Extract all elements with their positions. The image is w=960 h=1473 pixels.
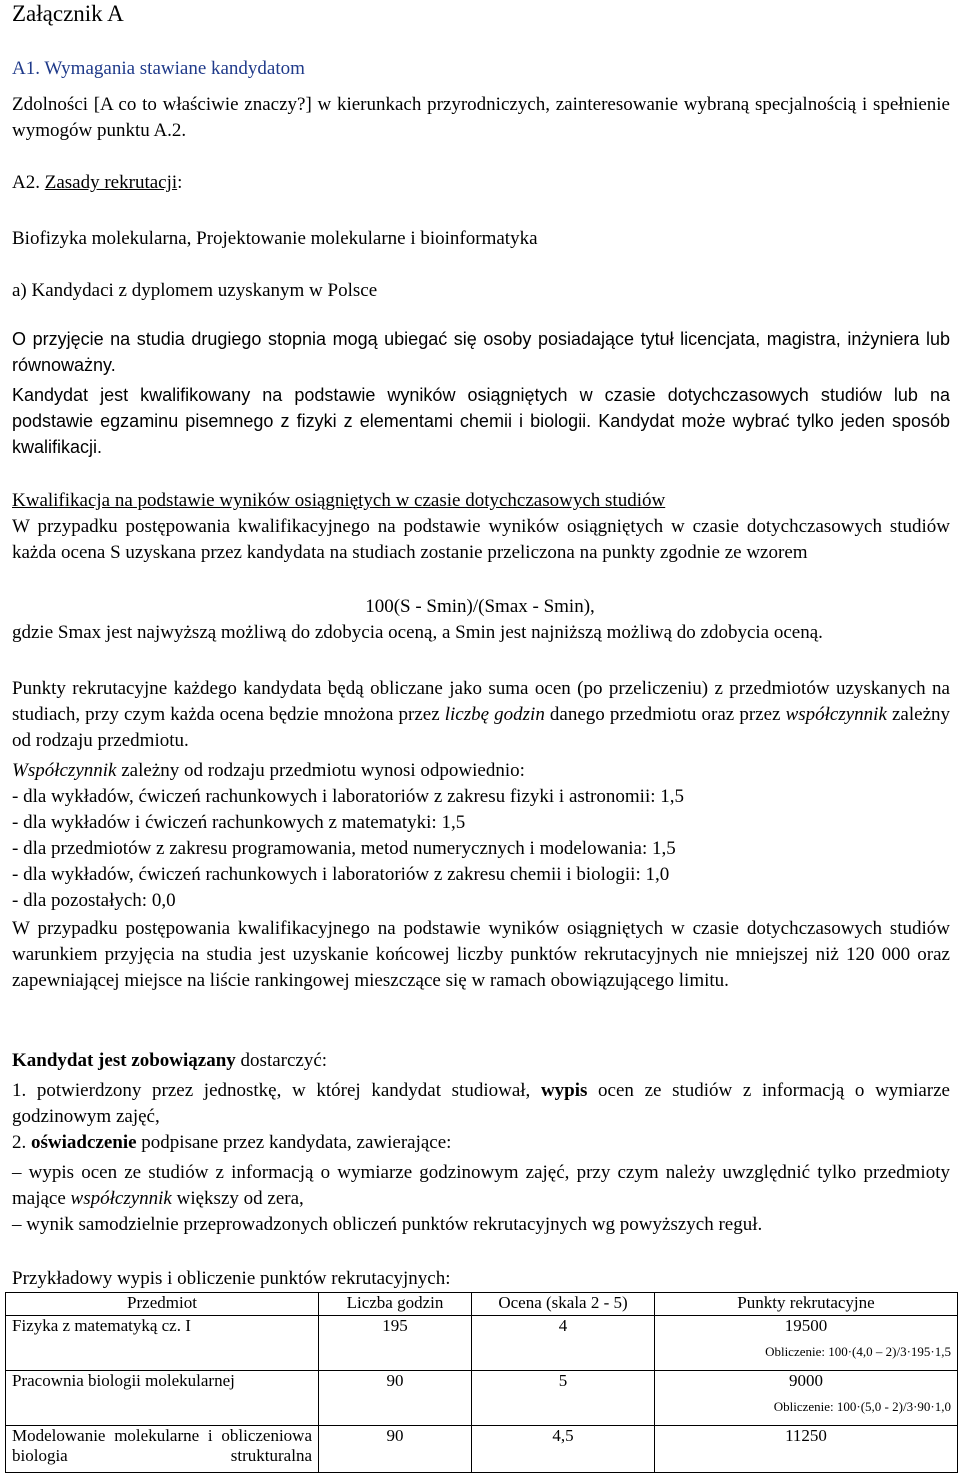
obligation-dash-1-em: współczynnik	[70, 1188, 172, 1209]
obligation-dash-2: – wynik samodzielnie przeprowadzonych obliczeń punktów rekrutacyjnych wg powyższych reguł.	[12, 1214, 763, 1235]
header-subject: Przedmiot	[6, 1293, 319, 1316]
points-text-2: danego przedmiotu oraz przez	[544, 704, 786, 725]
cell-subject: Pracownia biologii molekularnej	[6, 1371, 319, 1426]
points-paragraph	[12, 676, 950, 754]
obligation-dash-1	[12, 1160, 950, 1212]
cell-grade: 4,5	[472, 1426, 655, 1473]
section-a2-colon: :	[177, 172, 183, 193]
obligation-dash-1-text-b: większy od zera,	[171, 1188, 304, 1209]
score-formula: 100(S - Smin)/(Smax - Smin),	[365, 596, 595, 617]
header-hours: Liczba godzin	[319, 1293, 472, 1316]
points-text-coefficient: współczynnik	[785, 704, 887, 725]
qualification-method-paragraph: Kandydat jest kwalifikowany na podstawie wyników osiągniętych w czasie dotychczasowych studiów lub na podstawie egzaminu pisemnego z fizyki z elementami chemii i biologii. Kandydat może wybrać tylko jeden sposób kwalifikacji.	[12, 385, 950, 457]
cell-hours: 90	[319, 1426, 472, 1473]
qualification-paragraph: W przypadku postępowania kwalifikacyjnego na podstawie wyników osiągniętych w czasie dotychczasowych studiów każda ocena S uzyskana przez kandydata na studiach zostanie przeliczona na punkty zgodnie ze wzorem	[12, 516, 950, 563]
obligation-2-text-b: podpisane przez kandydata, zawierające:	[136, 1132, 452, 1153]
cell-grade: 5	[472, 1371, 655, 1426]
obligations-lead	[12, 1048, 950, 1074]
cell-subject: Fizyka z matematyką cz. I	[6, 1316, 319, 1371]
points-calculation: Obliczenie: 100·(4,0 – 2)/3·195·1,5	[765, 1344, 951, 1359]
coefficient-list	[12, 784, 950, 914]
obligation-dash-1-text-a: – wypis ocen ze studiów z informacją o wymiarze godzinowym zajęć, przy czym należy uwzględnić tylko przedmioty mające	[12, 1162, 950, 1209]
obligation-1-text-b: ocen ze studiów z informacją o wymiarze godzinowym zajęć,	[12, 1080, 950, 1127]
example-table	[5, 1292, 958, 1473]
cell-subject: Modelowanie molekularne i obliczeniowa biologia strukturalna	[6, 1426, 319, 1473]
cell-grade: 4	[472, 1316, 655, 1371]
obligations-lead-bold: Kandydat jest zobowiązany	[12, 1050, 236, 1071]
obligation-1-bold: wypis	[540, 1080, 588, 1101]
formula-explanation: gdzie Smax jest najwyższą możliwą do zdobycia oceną, a Smin jest najniższą możliwą do zdobycia oceną.	[12, 622, 823, 643]
points-value: 9000	[789, 1371, 823, 1390]
coefficient-term: Współczynnik	[12, 760, 117, 781]
cell-points	[655, 1371, 958, 1426]
obligation-item-2	[12, 1130, 950, 1156]
points-value: 19500	[784, 1316, 828, 1335]
qualification-heading: Kwalifikacja na podstawie wyników osiągniętych w czasie dotychczasowych studiów	[12, 490, 666, 511]
admission-paragraph: O przyjęcie na studia drugiego stopnia mogą ubiegać się osoby posiadające tytuł licencjata, magistra, inżyniera lub równoważny.	[12, 329, 950, 375]
points-text-hours: liczbę godzin	[444, 704, 545, 725]
coefficient-intro	[12, 758, 950, 784]
obligation-1-text-a: 1. potwierdzony przez jednostkę, w której kandydat studiował,	[12, 1080, 541, 1101]
cell-hours: 90	[319, 1371, 472, 1426]
cell-points: 11250	[655, 1426, 958, 1473]
section-a1-heading: A1. Wymagania stawiane kandydatom	[12, 58, 305, 79]
cell-points	[655, 1316, 958, 1371]
example-heading: Przykładowy wypis i obliczenie punktów rekrutacyjnych:	[12, 1268, 451, 1289]
coefficient-item: - dla wykładów, ćwiczeń rachunkowych i laboratoriów z zakresu fizyki i astronomii: 1,5	[12, 786, 684, 807]
page-title: Załącznik A	[12, 1, 124, 26]
section-a2-heading	[12, 170, 950, 196]
section-a1-text: Zdolności [A co to właściwie znaczy?] w kierunkach przyrodniczych, zainteresowanie wybraną specjalnością i spełnienie wymogów punktu A.2.	[12, 94, 950, 141]
obligation-item-1	[12, 1078, 950, 1130]
header-points: Punkty rekrutacyjne	[655, 1293, 958, 1316]
coefficient-item: - dla wykładów i ćwiczeń rachunkowych z matematyki: 1,5	[12, 812, 466, 833]
table-row	[6, 1371, 958, 1426]
table-row	[6, 1316, 958, 1371]
programs-line: Biofizyka molekularna, Projektowanie molekularne i bioinformatyka	[12, 228, 538, 249]
candidates-subheading: a) Kandydaci z dyplomem uzyskanym w Polsce	[12, 280, 378, 301]
coefficient-item: - dla przedmiotów z zakresu programowania, metod numerycznych i modelowania: 1,5	[12, 838, 676, 859]
obligations-lead-text: dostarczyć:	[235, 1050, 328, 1071]
header-grade: Ocena (skala 2 - 5)	[472, 1293, 655, 1316]
coefficient-item: - dla pozostałych: 0,0	[12, 890, 176, 911]
table-header-row	[6, 1293, 958, 1316]
points-text-3: zależny od rodzaju przedmiotu.	[12, 704, 951, 751]
section-a2-number: A2.	[12, 172, 40, 193]
obligation-2-bold: oświadczenie	[31, 1132, 137, 1153]
table-row	[6, 1426, 958, 1473]
cell-hours: 195	[319, 1316, 472, 1371]
coefficient-intro-text: zależny od rodzaju przedmiotu wynosi odpowiednio:	[116, 760, 525, 781]
coefficient-item: - dla wykładów, ćwiczeń rachunkowych i laboratoriów z zakresu chemii i biologii: 1,0	[12, 864, 670, 885]
points-calculation: Obliczenie: 100·(5,0 - 2)/3·90·1,0	[773, 1399, 951, 1414]
threshold-paragraph: W przypadku postępowania kwalifikacyjnego na podstawie wyników osiągniętych w czasie dotychczasowych studiów warunkiem przyjęcia na studia jest uzyskanie końcowej liczby punktów rekrutacyjnych nie mniejszej niż 120 000 oraz zapewniającej miejsce na liście rankingowej mieszczące się w ramach obowiązującego limitu.	[12, 918, 950, 991]
obligation-2-text-a: 2.	[12, 1132, 31, 1153]
points-text-1: Punkty rekrutacyjne każdego kandydata będą obliczane jako suma ocen (po przeliczeniu) z przedmiotów uzyskanych na studiach, przy czym każda ocena będzie mnożona przez	[12, 678, 950, 725]
section-a2-title: Zasady rekrutacji	[44, 172, 178, 193]
